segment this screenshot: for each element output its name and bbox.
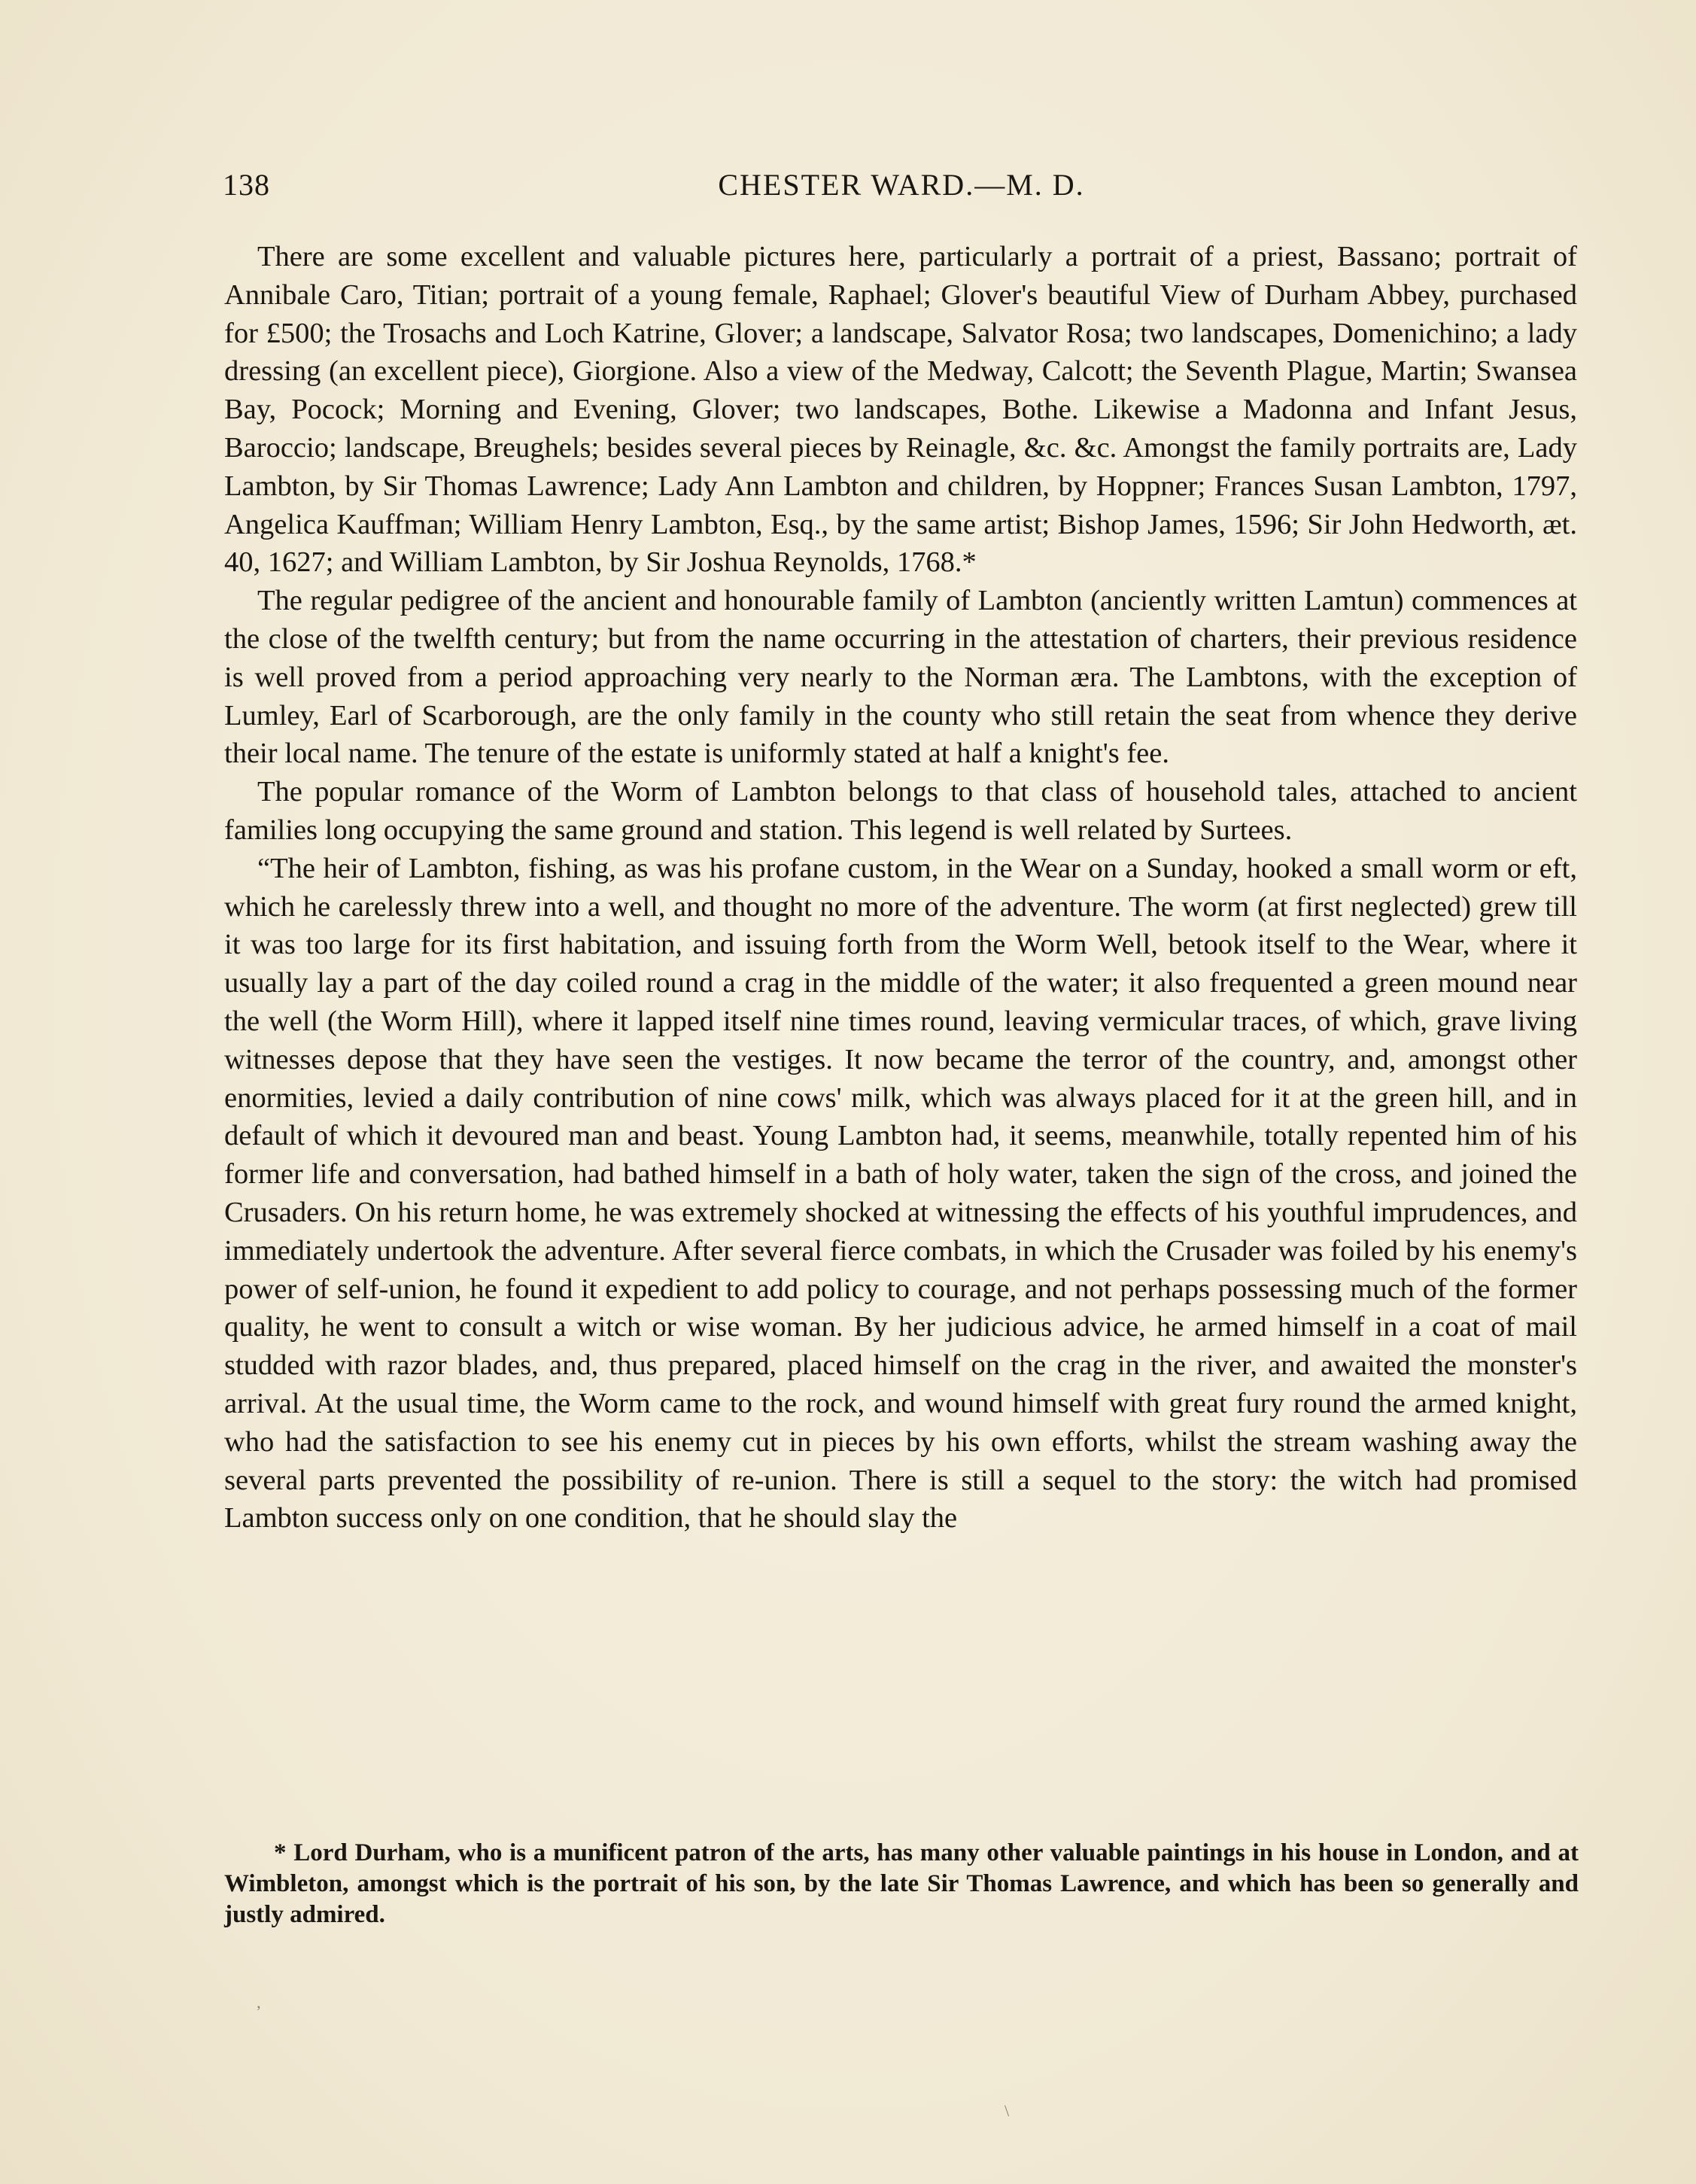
main-text <box>224 238 1577 1538</box>
paragraph-pictures: There are some excellent and valuable pictures here, particularly a portrait of a priest, Bassano; portrait of Annibale Caro, Titian; portrait of a young female, Raphael; Glover's beautiful View of Durham Abbey, purchased for £500; the Trosachs and Loch Katrine, Glover; a landscape, Salvator Rosa; two landscapes, Domenichino; a lady dressing (an excellent piece), Giorgione. Also a view of the Medway, Calcott; the Seventh Plague, Martin; Swansea Bay, Pocock; Morning and Evening, Glover; two landscapes, Bothe. Likewise a Madonna and Infant Jesus, Baroccio; landscape, Breughels; besides several pieces by Reinagle, &c. &c. Amongst the family portraits are, Lady Lambton, by Sir Thomas Lawrence; Lady Ann Lambton and children, by Hoppner; Frances Susan Lambton, 1797, Angelica Kauffman; William Henry Lambton, Esq., by the same artist; Bishop James, 1596; Sir John Hedworth, æt. 40, 1627; and William Lambton, by Sir Joshua Reynolds, 1768.* <box>224 241 1577 579</box>
running-head: CHESTER WARD.—M. D. <box>718 168 1085 202</box>
paragraph-romance: The popular romance of the Worm of Lambton belongs to that class of household tales, attached to ancient families long occupying the same ground and station. This legend is well related by Surtees. <box>224 776 1577 846</box>
paper-speck-mark: ’ <box>256 2002 262 2021</box>
footnote-text: * Lord Durham, who is a munificent patron of the arts, has many other valuable paintings in his house in London, and at Wimbleton, amongst which is the portrait of his son, by the late Sir Thomas Lawrence, and which has been so generally and justly admired. <box>224 1839 1579 1928</box>
footnote <box>224 1838 1579 1930</box>
paper-speck-mark: \ <box>1005 2101 1010 2120</box>
paragraph-pedigree: The regular pedigree of the ancient and honourable family of Lambton (anciently written Lamtun) commences at the close of the twelfth century; but from the name occurring in the attestation of charters, their previous residence is well proved from a period approaching very nearly to the Norman æra. The Lambtons, with the exception of Lumley, Earl of Scarborough, are the only family in the county who still retain the seat from whence they derive their local name. The tenure of the estate is uniformly stated at half a knight's fee. <box>224 585 1577 770</box>
page-number: 138 <box>223 168 270 202</box>
page-header <box>223 167 1580 212</box>
paragraph-legend-quote: “The heir of Lambton, fishing, as was his profane custom, in the Wear on a Sunday, hooked a small worm or eft, which he carelessly threw into a well, and thought no more of the adventure. The worm (at first neglected) grew till it was too large for its first habitation, and issuing forth from the Worm Well, betook itself to the Wear, where it usually lay a part of the day coiled round a crag in the middle of the water; it also frequented a green mound near the well (the Worm Hill), where it lapped itself nine times round, leaving vermicular traces, of which, grave living witnesses depose that they have seen the vestiges. It now became the terror of the country, and, amongst other enormities, levied a daily contribution of nine cows' milk, which was always placed for it at the green hill, and in default of which it devoured man and beast. Young Lambton had, it seems, meanwhile, totally repented him of his former life and conversation, had bathed himself in a bath of holy water, taken the sign of the cross, and joined the Crusaders. On his return home, he was extremely shocked at witnessing the effects of his youthful imprudences, and immediately undertook the adventure. After several fierce combats, in which the Crusader was foiled by his enemy's power of self-union, he found it expedient to add policy to courage, and not perhaps possessing much of the former quality, he went to consult a witch or wise woman. By her judicious advice, he armed himself in a coat of mail studded with razor blades, and, thus prepared, placed himself on the crag in the river, and awaited the monster's arrival. At the usual time, the Worm came to the rock, and wound himself with great fury round the armed knight, who had the satisfaction to see his enemy cut in pieces by his own efforts, whilst the stream washing away the several parts prevented the possibility of re-union. There is still a sequel to the story: the witch had promised Lambton success only on one condition, that he should slay the <box>224 852 1577 1535</box>
